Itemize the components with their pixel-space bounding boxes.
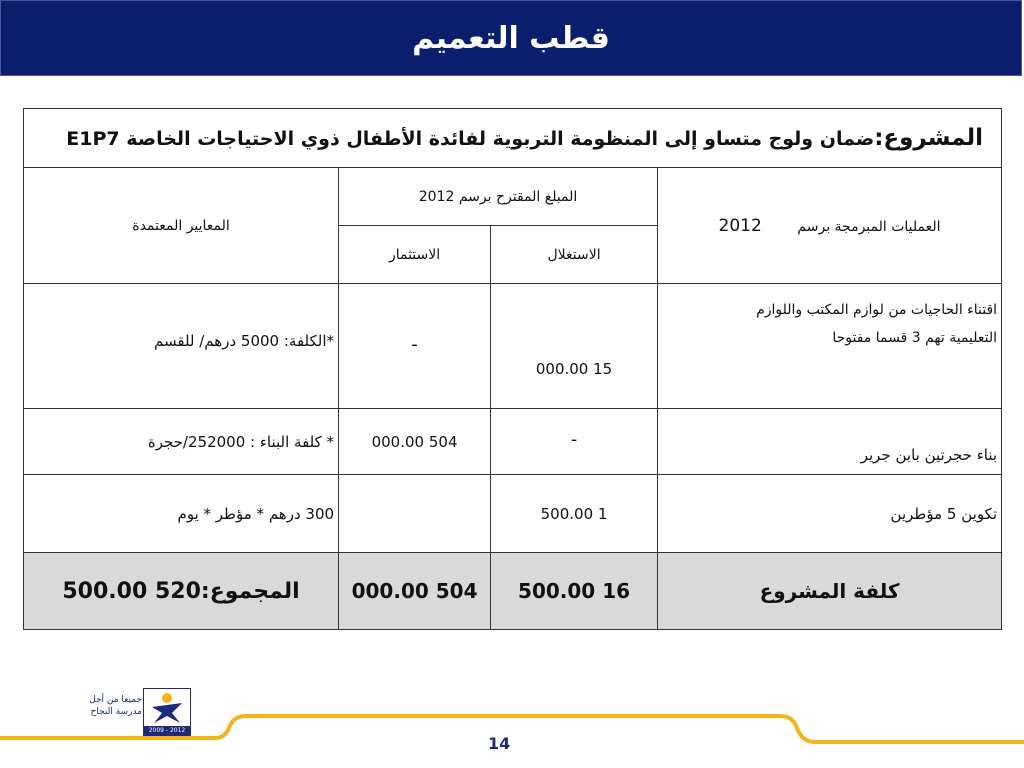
project-row <box>24 109 1002 168</box>
criteria-cell: * كلفة البناء : 252000/حجرة <box>24 409 339 475</box>
table-row <box>24 284 1002 409</box>
project-text: ضمان ولوج متساو إلى المنظومة التربوية لفائدة الأطفال ذوي الاحتياجات الخاصة E1P7 <box>66 128 875 150</box>
total-investment: 504 000.00 <box>339 553 491 630</box>
logo-years: 2009 - 2012 <box>144 726 190 735</box>
operating-cell: 1 500.00 <box>491 475 658 553</box>
table-row <box>24 475 1002 553</box>
operation-cell: تكوين 5 مؤطرين <box>658 475 1002 553</box>
criteria-cell: *الكلفة: 5000 درهم/ للقسم <box>24 284 339 409</box>
table-row <box>24 409 1002 475</box>
page-title: قطب التعميم <box>412 21 610 56</box>
amount-group-header: المبلغ المقترح برسم 2012 <box>339 168 658 226</box>
star-figure-icon <box>144 689 190 726</box>
operation-line: اقتناء الحاجيات من لوازم المكتب واللوازم <box>756 302 998 318</box>
page-number: 14 <box>488 734 511 753</box>
investment-cell: 504 000.00 <box>339 409 491 475</box>
operations-year: 2012 <box>718 215 762 236</box>
operations-header-label: العمليات المبرمجة برسم <box>797 218 941 235</box>
investment-cell <box>339 475 491 553</box>
operation-cell <box>658 284 1002 409</box>
total-row <box>24 553 1002 630</box>
logo-slogan <box>52 694 142 718</box>
logo-line: جميعا من أجل <box>89 695 142 705</box>
header-row-1 <box>24 168 1002 226</box>
criteria-header: المعايير المعتمدة <box>24 168 339 284</box>
total-label: كلفة المشروع <box>658 553 1002 630</box>
criteria-cell: 300 درهم * مؤطر * يوم <box>24 475 339 553</box>
project-cell <box>24 109 1002 168</box>
title-bar <box>0 0 1022 76</box>
operation-line: التعليمية تهم 3 قسما مفتوحا <box>832 330 998 346</box>
operating-header: الاستغلال <box>491 226 658 284</box>
operations-header <box>658 168 1002 284</box>
operating-cell: 15 000.00 <box>491 284 658 409</box>
logo-line: مدرسة النجاح <box>90 707 142 717</box>
total-operating: 16 500.00 <box>491 553 658 630</box>
budget-table <box>23 108 1002 630</box>
investment-cell: - <box>339 284 491 409</box>
project-label: المشروع: <box>874 125 984 151</box>
operating-cell: - <box>491 409 658 475</box>
investment-header: الاستثمار <box>339 226 491 284</box>
operation-cell: بناء حجرتين بابن جرير <box>658 409 1002 475</box>
total-sum: المجموع:520 500.00 <box>24 553 339 630</box>
program-logo <box>143 688 191 736</box>
